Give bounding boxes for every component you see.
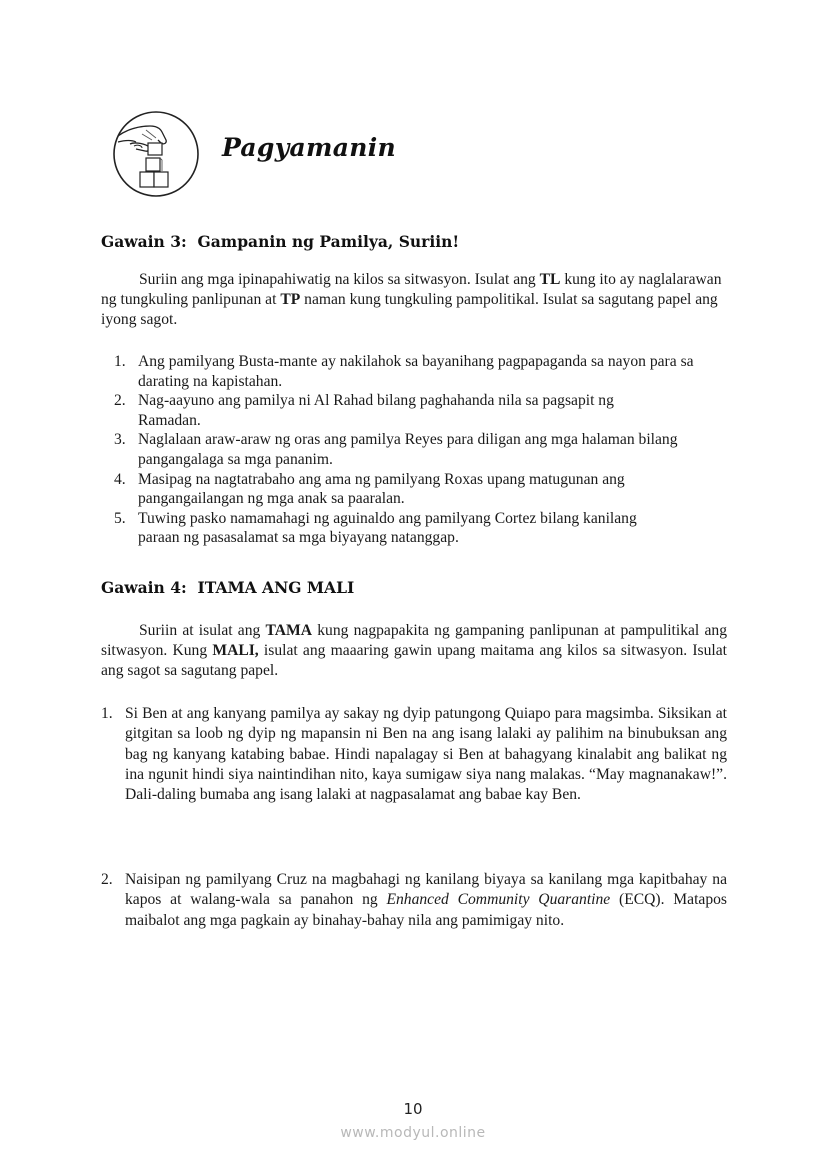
instruction-text: Suriin at isulat ang (139, 622, 266, 639)
gawain-3-heading: Gawain 3: Gampanin ng Pamilya, Suriin! (101, 232, 460, 251)
instruction-keyword-tp: TP (280, 291, 301, 308)
item-text: Ang pamilyang Busta-mante ay nakilahok sa bayanihang pagpapaganda sa nayon para sa darating na kapistahan. (138, 353, 694, 390)
instruction-text: kung nagpapakita ng gampaning panlipunan at pampulitikal ang sitwasyon. Kung (101, 622, 727, 659)
gawain-4-heading: Gawain 4: ITAMA ANG MALI (101, 578, 355, 597)
list-item (101, 870, 727, 931)
hand-stacking-blocks-icon (112, 110, 200, 198)
list-item (101, 470, 721, 509)
item-number: 2. (101, 871, 113, 888)
gawain-3-instructions (101, 270, 727, 330)
item-text: Masipag na nagtatrabaho ang ama ng pamilyang Roxas upang matugunan ang pangangailangan ng mga anak sa paaralan. (138, 470, 625, 508)
item-number: 4. (114, 470, 126, 488)
item-text: Naglalaan araw-araw ng oras ang pamilya Reyes para diligan ang mga halaman bilang pangangalaga sa mga pananim. (138, 431, 678, 468)
instruction-text: kung ito ay naglalarawan ng tungkuling panlipunan at (101, 271, 722, 308)
instruction-text: naman kung tungkuling pampolitikal. Isulat sa sagutang papel ang iyong sagot. (101, 291, 718, 328)
list-item (101, 352, 721, 391)
item-text-italic: Enhanced Community Quarantine (386, 891, 611, 909)
item-number: 1. (114, 353, 126, 370)
instruction-text: Suriin ang mga ipinapahiwatig na kilos sa sitwasyon. Isulat ang (139, 271, 540, 288)
item-number: 5. (114, 509, 126, 527)
item-text: Tuwing pasko namamahagi ng aguinaldo ang pamilyang Cortez bilang kanilang paraan ng pasasalamat sa mga biyayang natanggap. (138, 509, 637, 547)
item-number: 3. (114, 431, 126, 449)
gawain-4-item-1 (101, 704, 727, 805)
gawain-4-instructions (101, 621, 727, 681)
item-number: 2. (114, 392, 126, 410)
item-text: Naisipan ng pamilyang Cruz na magbahagi ng kanilang biyaya sa kanilang mga kapitbahay na kapos at walang-wala sa panahon ng (125, 871, 727, 909)
item-text: (ECQ). Matapos maibalot ang mga pagkain ay binahay-bahay nila ang pamimigay nito. (125, 891, 727, 929)
instruction-keyword-mali: MALI, (212, 642, 259, 659)
list-item (101, 509, 721, 548)
page-number: 10 (403, 1100, 423, 1118)
instruction-text: isulat ang maaaring gawin upang maitama ang kilos sa sitwasyon. Isulat ang sagot sa sagutang papel. (101, 642, 727, 679)
section-title: Pagyamanin (222, 133, 397, 162)
instruction-keyword-tl: TL (539, 271, 561, 288)
item-text: Si Ben at ang kanyang pamilya ay sakay ng dyip patungong Quiapo para magsimba. Siksikan at gitgitan sa loob ng dyip ng mapansin ni Ben na ang isang lalaki ay palihim na binubuksan ang bag ng kanyang katabing babae. Hindi napalagay si Ben at bahagyang kinalabit ang balikat ng ina ngunit hindi siya naintindihan nito, kaya sumigaw siya nang malakas. “May magnanakaw!”. Dali-daling bumaba ang isang lalaki at nagpasalamat ang babae kay Ben. (125, 705, 727, 804)
instruction-keyword-tama: TAMA (265, 622, 313, 639)
list-item (101, 430, 721, 469)
item-text: Nag-aayuno ang pamilya ni Al Rahad bilang paghahanda nila sa pagsapit ng Ramadan. (138, 392, 614, 429)
gawain-4-item-2 (101, 870, 727, 931)
list-item (101, 391, 721, 430)
watermark: www.modyul.online (340, 1125, 486, 1141)
item-number: 1. (101, 705, 113, 722)
list-item (101, 704, 727, 805)
gawain-3-list (101, 352, 721, 548)
